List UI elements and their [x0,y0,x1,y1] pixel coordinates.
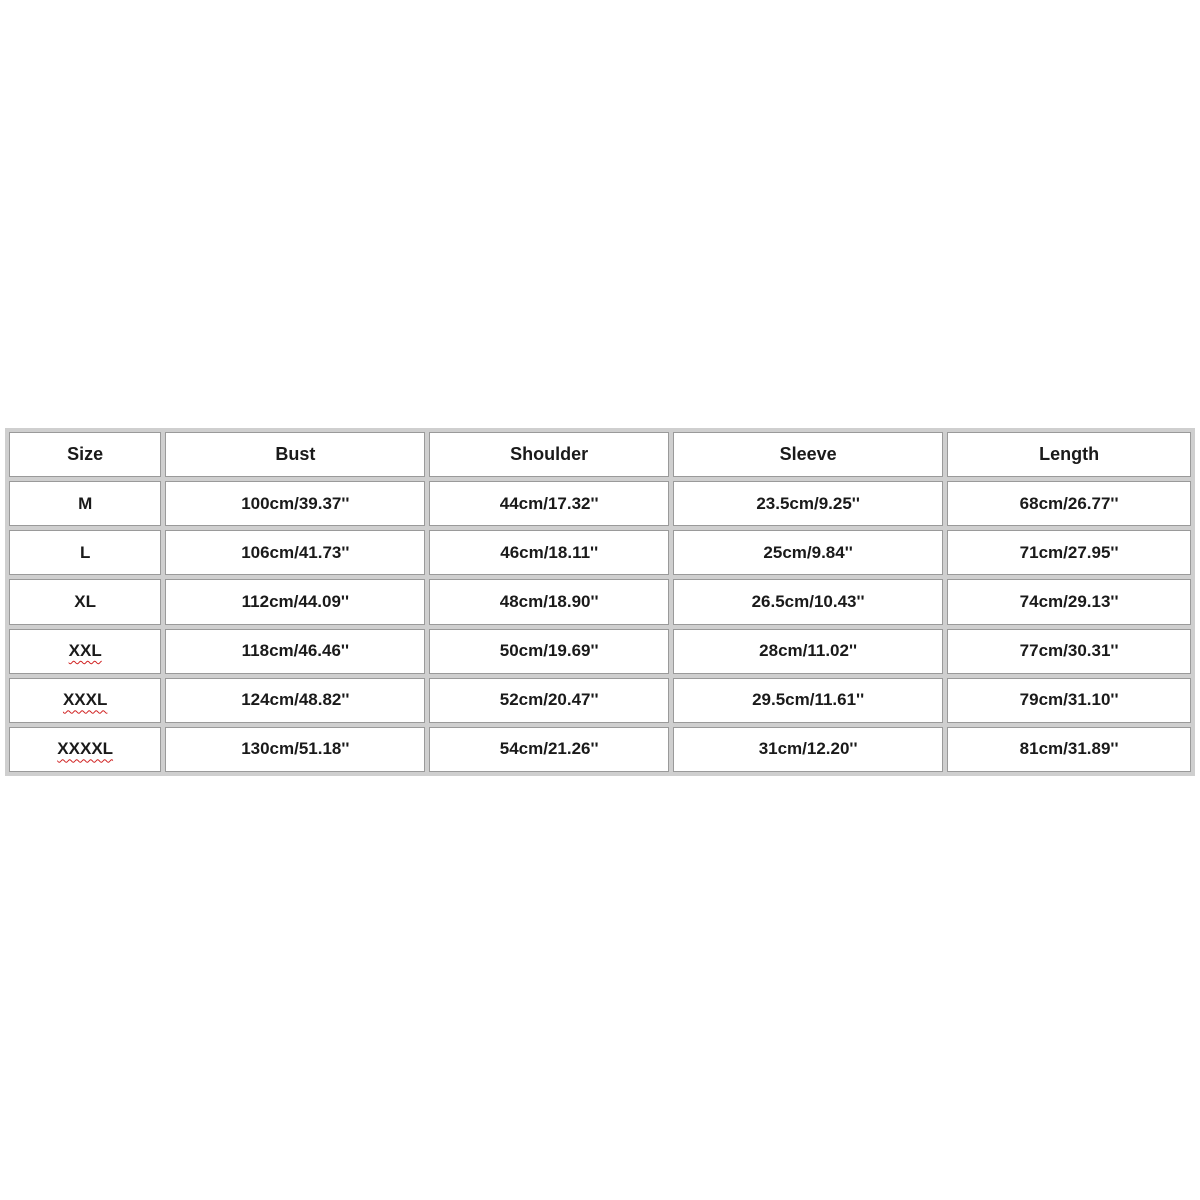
size-label: XXXL [62,690,108,710]
header-bust: Bust [165,432,425,477]
shoulder-cell: 52cm/20.47'' [429,678,669,723]
sleeve-cell: 31cm/12.20'' [673,727,943,772]
sleeve-cell: 26.5cm/10.43'' [673,579,943,624]
shoulder-cell: 54cm/21.26'' [429,727,669,772]
header-row [9,432,1191,477]
size-cell [9,678,161,723]
sleeve-cell: 23.5cm/9.25'' [673,481,943,526]
table-row [9,727,1191,772]
shoulder-cell: 48cm/18.90'' [429,579,669,624]
size-cell [9,629,161,674]
bust-cell: 118cm/46.46'' [165,629,425,674]
table-row [9,481,1191,526]
header-shoulder: Shoulder [429,432,669,477]
length-cell: 71cm/27.95'' [947,530,1191,575]
shoulder-cell: 46cm/18.11'' [429,530,669,575]
size-cell [9,727,161,772]
bust-cell: 124cm/48.82'' [165,678,425,723]
shoulder-cell: 44cm/17.32'' [429,481,669,526]
bust-cell: 130cm/51.18'' [165,727,425,772]
table-row [9,629,1191,674]
table-row [9,530,1191,575]
sleeve-cell: 25cm/9.84'' [673,530,943,575]
bust-cell: 100cm/39.37'' [165,481,425,526]
shoulder-cell: 50cm/19.69'' [429,629,669,674]
length-cell: 74cm/29.13'' [947,579,1191,624]
sleeve-cell: 28cm/11.02'' [673,629,943,674]
sleeve-cell: 29.5cm/11.61'' [673,678,943,723]
size-chart-table [5,428,1195,776]
length-cell: 79cm/31.10'' [947,678,1191,723]
header-length: Length [947,432,1191,477]
size-label: XXXXL [57,739,114,759]
table-row [9,678,1191,723]
bust-cell: 106cm/41.73'' [165,530,425,575]
table-row [9,579,1191,624]
size-cell: M [9,481,161,526]
header-sleeve: Sleeve [673,432,943,477]
length-cell: 77cm/30.31'' [947,629,1191,674]
size-cell: XL [9,579,161,624]
bust-cell: 112cm/44.09'' [165,579,425,624]
size-cell: L [9,530,161,575]
length-cell: 68cm/26.77'' [947,481,1191,526]
size-label: XXL [68,641,102,661]
header-size: Size [9,432,161,477]
length-cell: 81cm/31.89'' [947,727,1191,772]
